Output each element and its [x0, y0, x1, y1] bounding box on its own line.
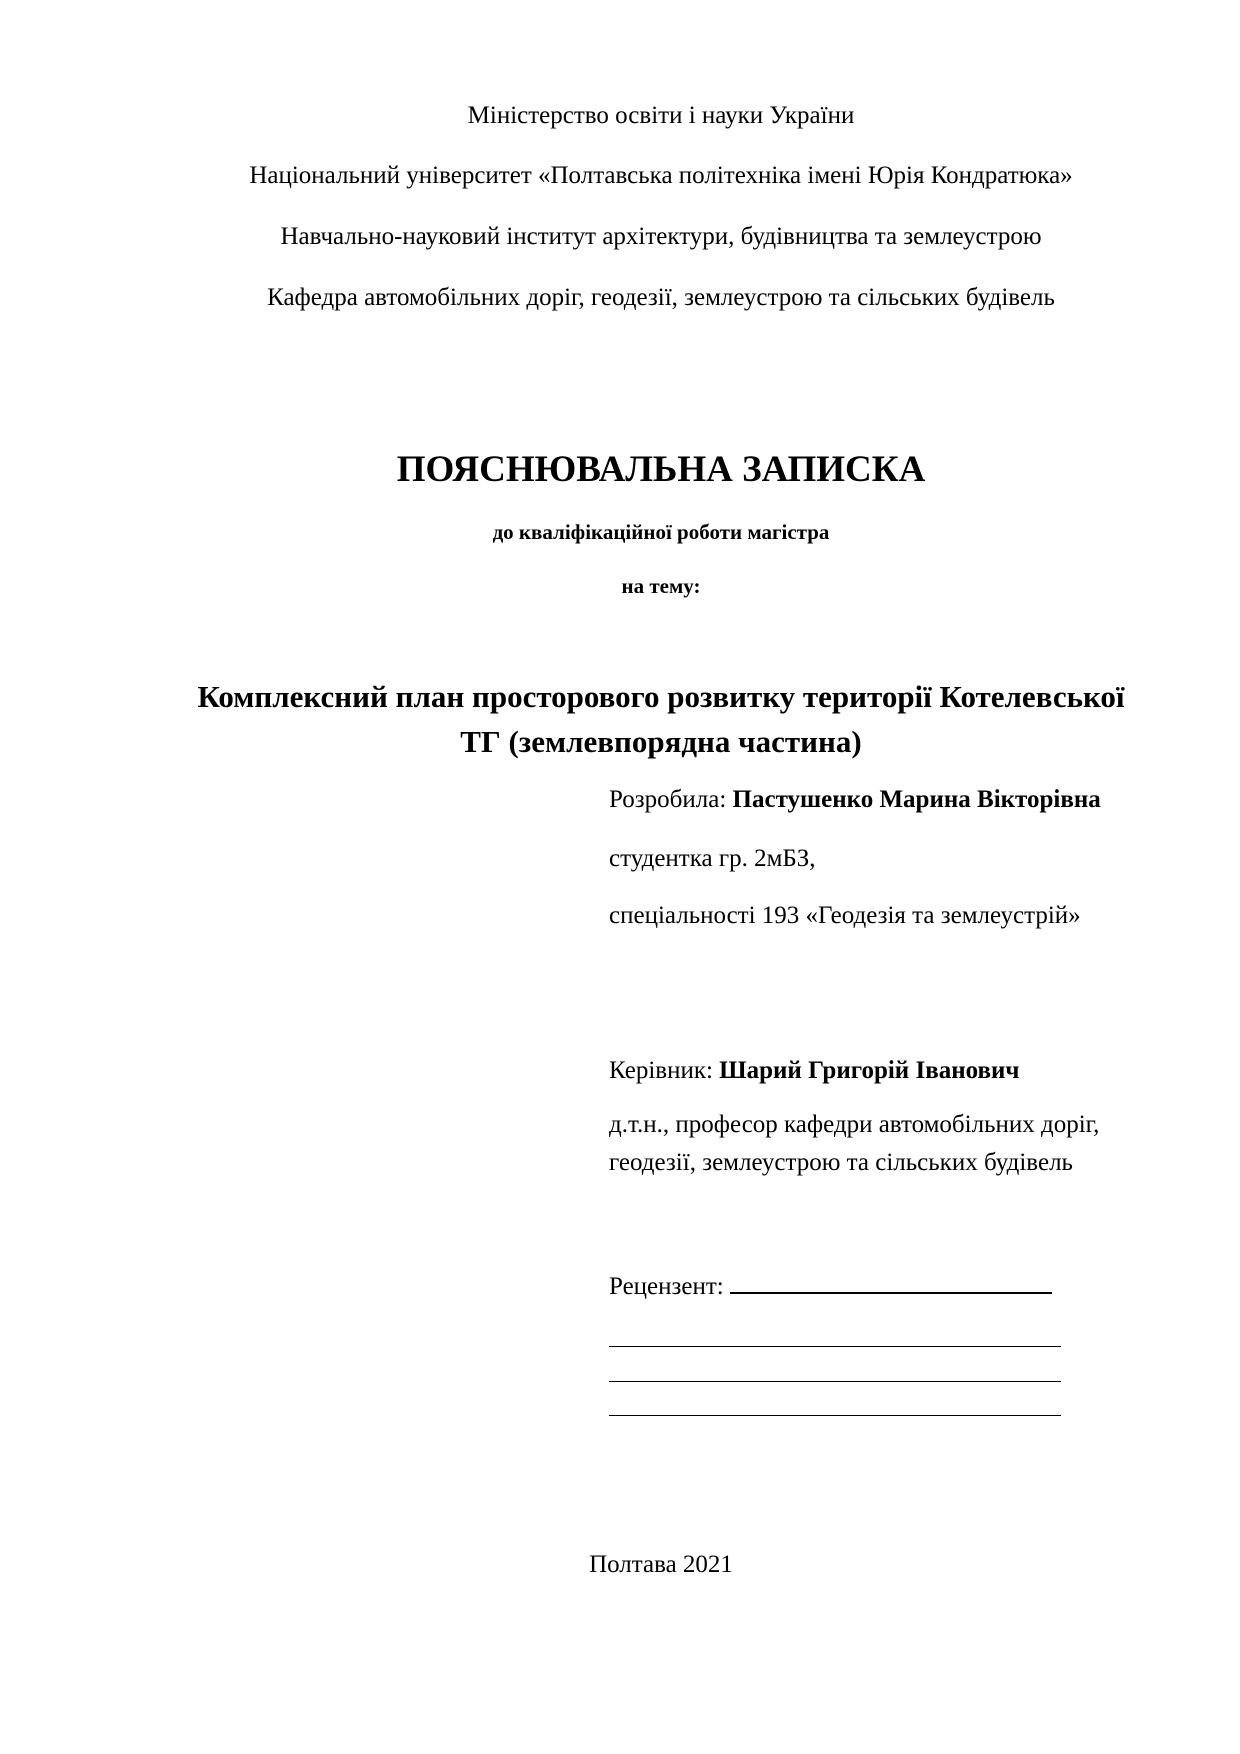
author-group: студентка гр. 2мБЗ,	[609, 845, 816, 872]
reviewer-blank-line-1	[609, 1346, 1061, 1347]
document-title: ПОЯСНЮВАЛЬНА ЗАПИСКА	[396, 449, 926, 490]
supervisor-position-2: геодезії, землеустрою та сільських будівель	[609, 1149, 1073, 1176]
reviewer-line	[609, 1270, 1052, 1304]
on-topic-label: на тему:	[621, 574, 701, 598]
reviewer-label: Рецензент:	[609, 1273, 724, 1300]
supervisor-name: Шарий Григорій Іванович	[719, 1057, 1020, 1084]
author-line	[609, 783, 1101, 817]
author-specialty: спеціальності 193 «Геодезія та землеустрій»	[609, 902, 1081, 929]
reviewer-blank	[730, 1270, 1052, 1294]
reviewer-blank-line-2	[609, 1381, 1061, 1382]
author-name: Пастушенко Марина Вікторівна	[732, 786, 1101, 813]
theme-line-1: Комплексний план просторового розвитку території Котелевської	[197, 679, 1125, 714]
reviewer-blank-line-3	[609, 1415, 1061, 1416]
author-label: Розробила:	[609, 786, 727, 813]
theme-line-2: ТГ (землевпорядна частина)	[460, 724, 862, 759]
ministry-line: Міністерство освіти і науки України	[467, 102, 855, 129]
supervisor-line	[609, 1054, 1019, 1088]
institute-line: Навчально-науковий інститут архітектури, будівництва та землеустрою	[280, 223, 1042, 250]
supervisor-position-1: д.т.н., професор кафедри автомобільних доріг,	[609, 1111, 1100, 1138]
university-line: Національний університет «Полтавська політехніка імені Юрія Кондратюка»	[249, 162, 1073, 189]
department-line: Кафедра автомобільних доріг, геодезії, землеустрою та сільських будівель	[267, 284, 1055, 311]
document-subtitle: до кваліфікаційної роботи магістра	[492, 520, 830, 544]
supervisor-label: Керівник:	[609, 1057, 713, 1084]
city-year: Полтава 2021	[589, 1551, 733, 1578]
